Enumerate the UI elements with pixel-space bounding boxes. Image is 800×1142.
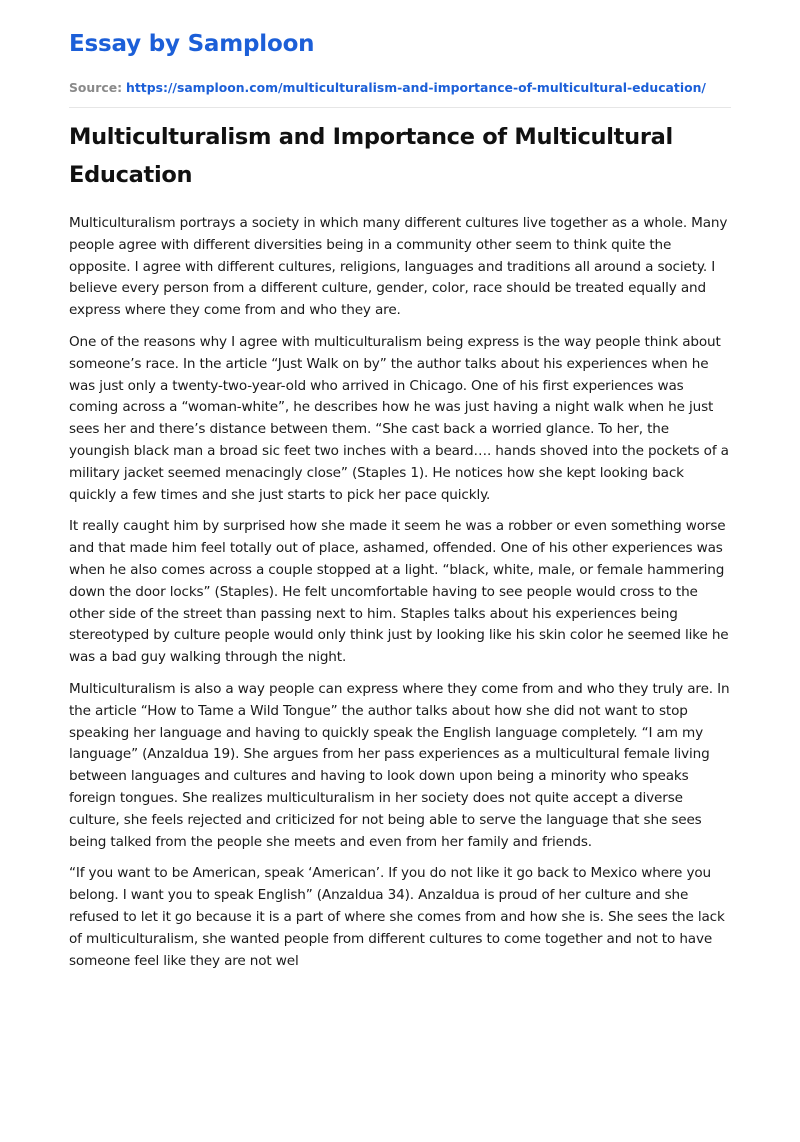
- essay-paragraph: One of the reasons why I agree with multiculturalism being express is the way people think about someone’s race. In the article “Just Walk on by” the author talks about his experiences when he was just only a twenty-two-year-old who arrived in Chicago. One of his first experiences was coming across a “woman-white”, he describes how he was just having a night walk when he just sees her and there’s distance between them. “She cast back a worried glance. To her, the youngish black man a broad sic feet two inches with a beard…. hands shoved into the pockets of a military jacket seemed menacingly close” (Staples 1). He notices how she kept looking back quickly a few times and she just starts to pick her pace quickly.: [69, 333, 729, 503]
- essay-page: [69, 0, 731, 982]
- essay-paragraph: It really caught him by surprised how she made it seem he was a robber or even something worse and that made him feel totally out of place, ashamed, offended. One of his other experiences was when he also comes across a couple stopped at a light. “black, white, male, or female hammering down the door locks” (Staples). He felt uncomfortable having to see people would cross to the other side of the street than passing next to him. Staples talks about his experiences being stereotyped by culture people would only think just by looking like his skin color he seemed like he was a bad guy walking through the night.: [69, 518, 729, 666]
- source-link[interactable]: https://samploon.com/multiculturalism-and-importance-of-multicultural-education/: [126, 80, 706, 95]
- essay-paragraph: Multiculturalism is also a way people can express where they come from and who they truly are. In the article “How to Tame a Wild Tongue” the author talks about how she did not want to stop speaking her language and having to quickly speak the English language completely. “I am my language” (Anzaldua 19). She argues from her pass experiences as a multicultural female living between languages and cultures and having to look down upon being a minority who speaks foreign tongues. She realizes multiculturalism in her society does not quite accept a diverse culture, she feels rejected and criticized for not being able to serve the language that she sees being talked from the people she meets and even from her family and friends.: [69, 680, 730, 850]
- essay-paragraph: Multiculturalism portrays a society in which many different cultures live together as a whole. Many people agree with different diversities being in a community other seem to think quite the opposite. I agree with different cultures, religions, languages and traditions all around a society. I believe every person from a different culture, gender, color, race should be treated equally and express where they come from and who they are.: [69, 215, 728, 319]
- essay-title: Multiculturalism and Importance of Multicultural Education: [69, 124, 673, 188]
- header-divider: [69, 107, 731, 108]
- source-line: [69, 79, 731, 97]
- essay-body: [69, 213, 731, 972]
- brand-title: Essay by Samploon: [69, 31, 315, 57]
- essay-paragraph: “If you want to be American, speak ‘American’. If you do not like it go back to Mexico where you belong. I want you to speak English” (Anzaldua 34). Anzaldua is proud of her culture and she refused to let it go because it is a part of where she comes from and how she is. She sees the lack of multiculturalism, she wanted people from different cultures to come together and not to have someone feel like they are not wel: [69, 865, 725, 969]
- source-label: Source:: [69, 80, 123, 95]
